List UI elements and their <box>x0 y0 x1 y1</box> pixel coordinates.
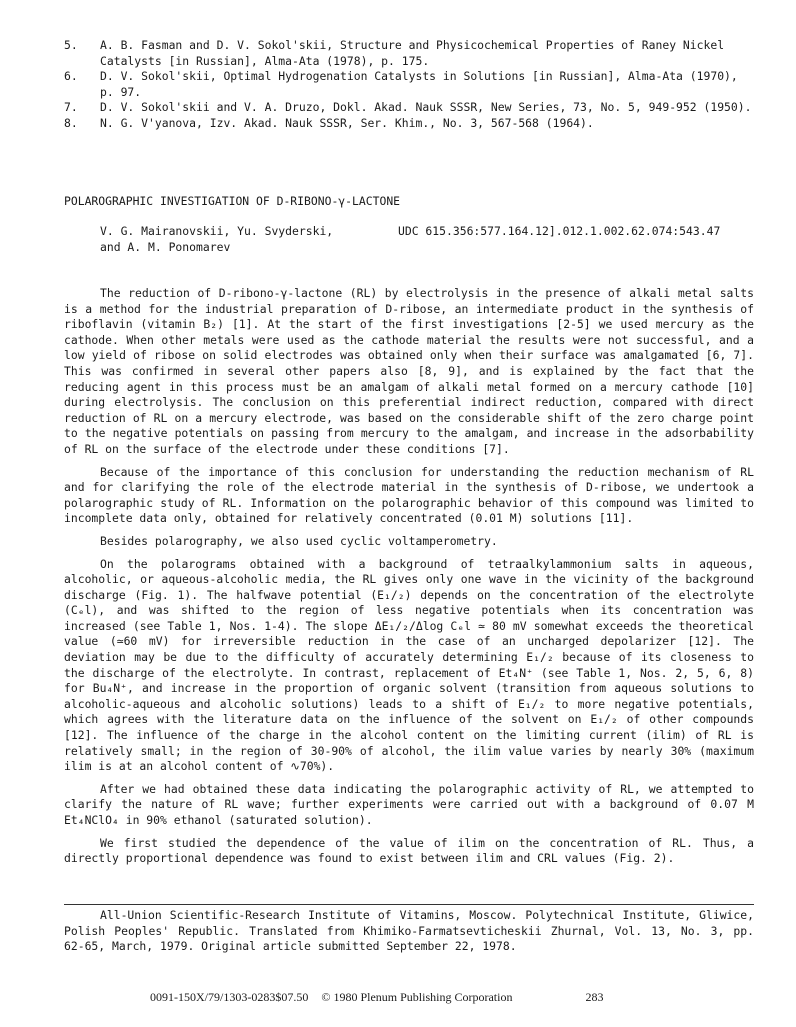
authors-line: V. G. Mairanovskii, Yu. Svyderski, <box>100 224 334 238</box>
udc-classification: UDC 615.356:577.164.12].012.1.002.62.074:543.47 <box>398 224 721 238</box>
article-title: POLAROGRAPHIC INVESTIGATION OF D-RIBONO-γ-LACTONE <box>64 194 401 208</box>
journal-code: 0091-150X/79/1303-0283$07.50 <box>150 990 309 1004</box>
authors-line: and A. M. Ponomarev <box>100 239 231 254</box>
reference-item <box>64 38 754 69</box>
page-number: 283 <box>585 990 604 1004</box>
page-footer <box>150 990 750 1006</box>
article-body <box>64 286 754 874</box>
reference-item <box>64 69 754 100</box>
reference-text: N. G. V'yanova, Izv. Akad. Nauk SSSR, Ser. Khim., No. 3, 567-568 (1964). <box>100 115 594 130</box>
reference-item <box>64 100 754 116</box>
reference-number: 5. <box>64 38 78 52</box>
body-paragraph: The reduction of D-ribono-γ-lactone (RL) by electrolysis in the presence of alkali metal salts is a method for the industrial preparation of D-ribose, an intermediate product in the synthesis of riboflavin (vitamin B₂) [1]. At the start of the first investigations [2-5] we used mercury as the cathode. When other metals were used as the cathode material the results were not successful, and a low yield of ribose on solid electrodes was obtained only when their surface was amalgamated [6, 7]. This was confirmed in several other papers also [8, 9], and is explained by the fact that the reducing agent in this process must be an amalgam of alkali metal formed on a mercury cathode [10] during electrolysis. The conclusion on this preferential indirect reduction, compared with direct reduction of RL on a mercury electrode, was based on the considerable shift of the zero charge point to the negative potentials on passing from mercury to the amalgam, and increase in the adsorbability of RL on the surface of the electrode under these conditions [7]. <box>64 286 754 456</box>
reference-number: 6. <box>64 69 78 84</box>
body-paragraph: On the polarograms obtained with a background of tetraalkylammonium salts in aqueous, alcoholic, or aqueous-alcoholic media, the RL gives only one wave in the vicinity of the background discharge (Fig. 1). The halfwave potential (E₁/₂) depends on the concentration of the electrolyte (Cₑl), and was shifted to the region of less negative potentials when its concentration was increased (see Table 1, Nos. 1-4). The slope ΔE₁/₂/Δlog Cₑl ≃ 80 mV somewhat exceeds the theoretical value (≃60 mV) for irreversible reduction in the case of an uncharged depolarizer [12]. The deviation may be due to the difficulty of accurately determining E₁/₂ because of its closeness to the discharge of the electrolyte. In contrast, replacement of Et₄N⁺ (see Table 1, Nos. 2, 5, 6, 8) for Bu₄N⁺, and increase in the proportion of organic solvent (transition from aqueous solutions to alcoholic-aqueous and alcoholic solutions) leads to a shift of E₁/₂ to more negative potentials, which agrees with the literature data on the influence of the solvent on E₁/₂ of other compounds [12]. The influence of the charge in the alcohol content on the limiting current (ilim) of RL is relatively small; in the region of 30-90% of alcohol, the ilim value varies by nearly 30% (maximum ilim is at an alcohol content of ∿70%). <box>64 556 754 774</box>
reference-list <box>64 38 754 132</box>
affiliation-footnote <box>64 904 754 955</box>
reference-number: 8. <box>64 115 78 130</box>
body-paragraph: We first studied the dependence of the value of ilim on the concentration of RL. Thus, a directly proportional dependence was found to exist between ilim and CRL values (Fig. 2). <box>64 835 754 866</box>
body-paragraph: Besides polarography, we also used cyclic voltamperometry. <box>100 533 498 548</box>
copyright-notice: © 1980 Plenum Publishing Corporation <box>321 990 513 1004</box>
author-list <box>100 224 400 255</box>
reference-text: D. V. Sokol'skii and V. A. Druzo, Dokl. Akad. Nauk SSSR, New Series, 73, No. 5, 949-952 (1950). <box>100 100 752 115</box>
reference-number: 7. <box>64 100 78 115</box>
footnote-text: All-Union Scientific-Research Institute of Vitamins, Moscow. Polytechnical Institute, Gliwice, Polish Peoples' Republic. Translated from Khimiko-Farmatsevticheskii Zhurnal, Vol. 13, No. 3, pp. 62-65, March, 1979. Original article submitted September 22, 1978. <box>64 908 754 954</box>
reference-text: D. V. Sokol'skii, Optimal Hydrogenation Catalysts in Solutions [in Russian], Alma-Ata (1970), p. 97. <box>100 69 738 99</box>
reference-item <box>64 116 754 132</box>
reference-text: A. B. Fasman and D. V. Sokol'skii, Structure and Physicochemical Properties of Raney Nickel Catalysts [in Russian], Alma-Ata (1978), p. 175. <box>100 38 725 68</box>
body-paragraph: Because of the importance of this conclusion for understanding the reduction mechanism of RL and for clarifying the role of the electrode material in the synthesis of D-ribose, we undertook a polarographic study of RL. Information on the polarographic behavior of this compound was limited to incomplete data only, obtained for relatively concentrated (0.01 M) solutions [11]. <box>64 464 754 526</box>
body-paragraph: After we had obtained these data indicating the polarographic activity of RL, we attempted to clarify the nature of RL wave; further experiments were carried out with a background of 0.07 M Et₄NClO₄ in 90% ethanol (saturated solution). <box>64 781 754 827</box>
